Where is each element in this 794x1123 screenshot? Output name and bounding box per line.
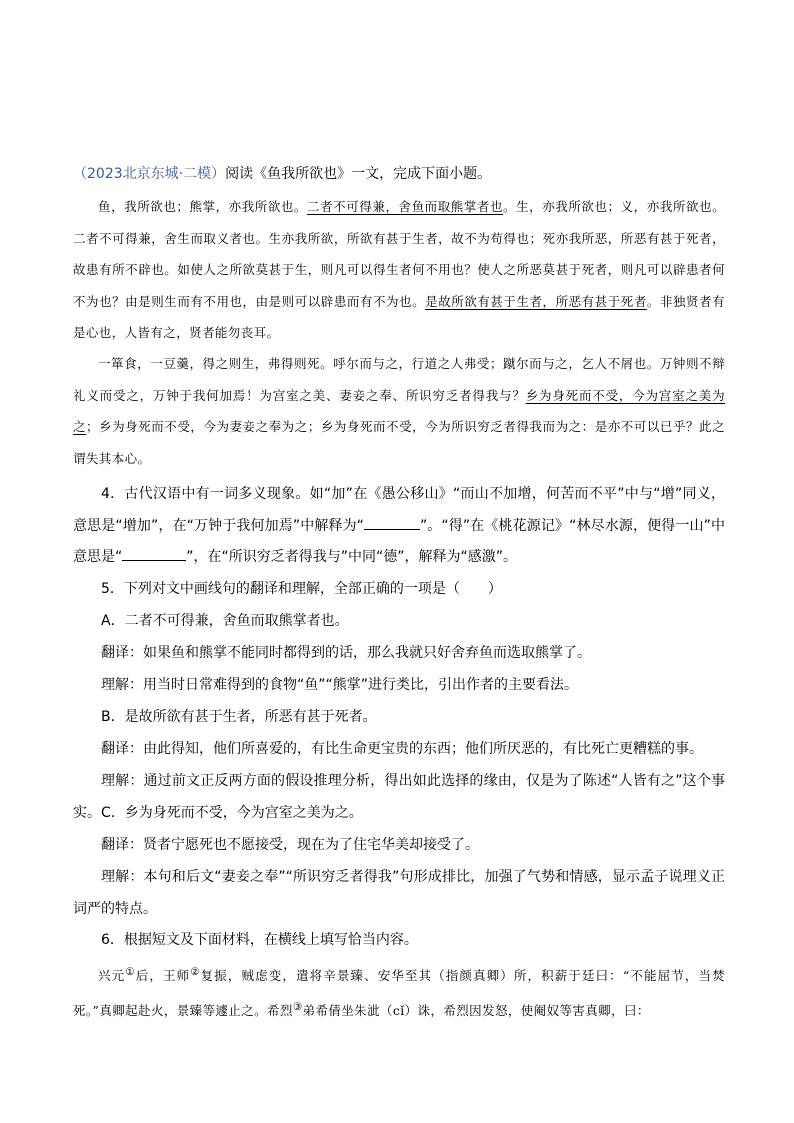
passage-paragraph-1 xyxy=(73,191,725,349)
footnote-marker: ① xyxy=(125,966,136,978)
option-b-understanding: 理解：通过前文正反两方面的假设推理分析，得出如此选择的缘由，仅是为了陈述“人皆有之”这个事实。 xyxy=(73,773,725,821)
option-a-translation: 翻译：如果鱼和熊掌不能同时都得到的话，那么我就只好舍弃鱼而选取熊掌了。 xyxy=(101,645,591,661)
passage-text: 。生，亦我所欲也；义，亦我所欲也。二者不可得兼，舍生而取义者也。生亦我所欲，所欲有甚于生者，故不为苟得也；死亦我所恶，所恶有甚于死者，故患有所不辟也。如使人之所欲莫甚于生，则凡可以得生者何不用也？使人之所恶莫甚于死者，则凡可以辟患者何不为也？由是则生而有不用也，由是则可以辟患而有不为也。 xyxy=(73,199,725,309)
option-c-translation: 翻译：贤者宁愿死也不愿接受，现在为了住宅华美却接受了。 xyxy=(101,837,479,853)
answer-blank[interactable] xyxy=(364,515,420,530)
underlined-sentence-c: 乡为身死而不受，今为宫室之美为之 xyxy=(73,387,725,434)
question-heading xyxy=(73,164,725,184)
option-c-understanding: 理解：本句和后文“妻妾之奉”“所识穷乏者得我”句形成排比，加强了气势和情感，显示孟子说理义正词严的特点。 xyxy=(73,869,725,917)
material-text: 后，王师 xyxy=(135,968,191,984)
question-text: ”，在“所识穷乏者得我与”中同“德”，解释为“感激”。 xyxy=(186,549,518,565)
material-text: 兴元 xyxy=(98,968,126,984)
option-a-understanding: 理解：用当时日常难得到的食物“鱼”“熊掌”进行类比，引出作者的主要看法。 xyxy=(101,677,579,693)
material-paragraph xyxy=(73,957,725,1026)
option-b-translation: 翻译：由此得知，他们所喜爱的，有比生命更宝贵的东西；他们所厌恶的，有比死亡更糟糕的事。 xyxy=(101,741,703,757)
passage-text: ；乡为身死而不受，今为妻妾之奉为之；乡为身死而不受，今为所识穷乏者得我而为之：是亦不可以已乎？此之谓失其本心。 xyxy=(73,419,725,466)
underlined-sentence-b: 是故所欲有甚于生者，所恶有甚于死者 xyxy=(425,293,647,309)
passage-text: 鱼，我所欲也；熊掌，亦我所欲也。 xyxy=(98,199,308,214)
answer-blank[interactable] xyxy=(122,546,186,561)
exam-source: （2023北京东城·二模） xyxy=(73,166,226,182)
material-text: 弟希倩坐朱泚（cǐ）诛，希烈因发怒，使阉奴等害真卿，曰： xyxy=(302,1002,650,1018)
material-text: 复振，贼虑变，遣将辛景臻、安华至其（指颜真卿）所，积薪于廷曰：“不能屈节，当焚死。”真卿起赴火，景臻等遽止之。希烈 xyxy=(73,968,725,1018)
question-5-stem: 5．下列对文中画线句的翻译和理解，全部正确的一项是（ ） xyxy=(101,581,502,597)
question-4 xyxy=(73,479,725,574)
question-text: ”。“得”在《桃花源记》“林尽水源，便得一山”中意思是“ xyxy=(73,517,725,565)
question-text: 4．古代汉语中有一词多义现象。如“加”在《愚公移山》“而山不加增，何苦而不平”中与“增”同义，意思是“增加”，在“万钟于我何加焉”中解释为“ xyxy=(73,486,725,534)
footnote-marker: ② xyxy=(190,966,201,978)
passage-text: 一箪食，一豆羹，得之则生，弗得则死。呼尔而与之，行道之人弗受；蹴尔而与之，乞人不屑也。万钟则不辩礼义而受之，万钟于我何加焉！为宫室之美、妻妾之奉、所识穷乏者得我与？ xyxy=(73,356,725,403)
underlined-sentence-a: 二者不可得兼，舍鱼而取熊掌者也 xyxy=(307,199,504,214)
option-b: B．是故所欲有甚于生者，所恶有甚于死者。 xyxy=(101,709,377,725)
footnote-marker: ③ xyxy=(292,1000,303,1013)
option-c: C．乡为身死而不受，今为宫室之美为之。 xyxy=(101,805,363,821)
passage-paragraph-2 xyxy=(73,348,725,474)
passage-text: 。非独贤者有是心也，人皆有之，贤者能勿丧耳。 xyxy=(73,293,725,340)
option-a: A．二者不可得兼，舍鱼而取熊掌者也。 xyxy=(101,613,349,629)
heading-instruction: 阅读《鱼我所欲也》一文，完成下面小题。 xyxy=(225,166,492,182)
question-6-stem: 6．根据短文及下面材料，在横线上填写恰当内容。 xyxy=(101,932,418,948)
